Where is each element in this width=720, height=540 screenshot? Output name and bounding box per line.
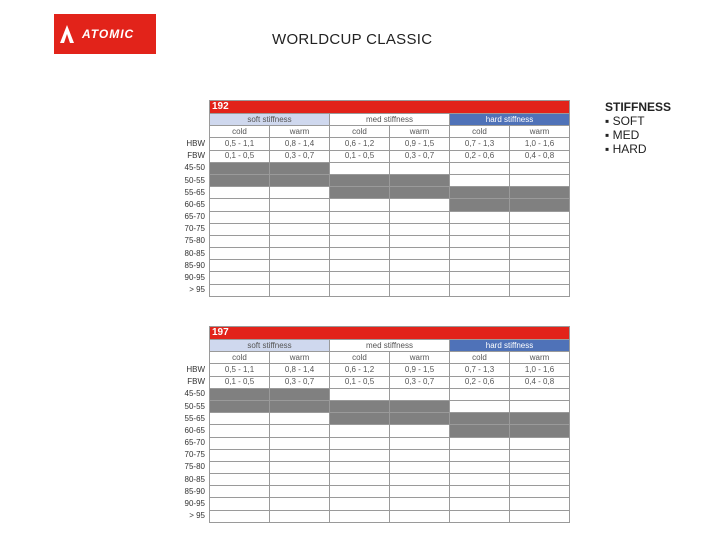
table-cell — [330, 235, 390, 247]
table-cell — [210, 187, 270, 199]
weight-range-label: 90-95 — [184, 273, 205, 283]
table-cell — [210, 510, 270, 522]
table-cell — [510, 498, 570, 510]
flex-table — [160, 100, 570, 297]
row-label: HBW — [186, 138, 205, 148]
table-cell — [270, 474, 330, 486]
table-cell — [390, 199, 450, 211]
recommended-cell — [510, 425, 570, 437]
recommended-cell — [390, 400, 450, 412]
table-cell — [210, 211, 270, 223]
table-cell — [450, 284, 510, 296]
fbw-value: 0,3 - 0,7 — [390, 150, 450, 162]
table-cell — [210, 498, 270, 510]
temp-header: warm — [390, 126, 450, 138]
table-cell — [330, 223, 390, 235]
table-cell — [450, 461, 510, 473]
table-cell — [330, 211, 390, 223]
table-cell — [210, 248, 270, 260]
table-cell — [450, 510, 510, 522]
weight-range-label: 45-50 — [184, 389, 205, 399]
table-cell — [210, 260, 270, 272]
table-cell — [510, 272, 570, 284]
table-cell — [270, 510, 330, 522]
weight-range-label: 70-75 — [184, 450, 205, 460]
table-cell — [510, 510, 570, 522]
ski-length: 192 — [210, 101, 570, 114]
table-cell — [510, 284, 570, 296]
temp-header: warm — [510, 126, 570, 138]
table-cell — [390, 461, 450, 473]
temp-header: warm — [270, 352, 330, 364]
table-cell — [390, 272, 450, 284]
fbw-value: 0,3 - 0,7 — [270, 150, 330, 162]
row-label: FBW — [187, 377, 205, 387]
table-cell — [270, 260, 330, 272]
table-cell — [270, 461, 330, 473]
weight-range-label: 80-85 — [184, 474, 205, 484]
fbw-value: 0,3 - 0,7 — [270, 376, 330, 388]
table-cell — [210, 474, 270, 486]
group-header-soft: soft stiffness — [210, 114, 330, 126]
recommended-cell — [510, 413, 570, 425]
weight-range-label: 90-95 — [184, 499, 205, 509]
recommended-cell — [330, 187, 390, 199]
legend-heading: STIFFNESS — [605, 100, 672, 114]
table-cell — [270, 199, 330, 211]
hbw-value: 1,0 - 1,6 — [510, 364, 570, 376]
table-cell — [450, 235, 510, 247]
group-header-hard: hard stiffness — [450, 114, 570, 126]
weight-range-label: 75-80 — [184, 462, 205, 472]
ski-length: 197 — [210, 327, 570, 340]
hbw-value: 0,6 - 1,2 — [330, 364, 390, 376]
recommended-cell — [330, 413, 390, 425]
temp-header: cold — [210, 352, 270, 364]
hbw-value: 0,6 - 1,2 — [330, 138, 390, 150]
fbw-value: 0,3 - 0,7 — [390, 376, 450, 388]
table-cell — [450, 223, 510, 235]
table-cell — [390, 223, 450, 235]
table-cell — [450, 211, 510, 223]
table-cell — [210, 486, 270, 498]
temp-header: warm — [510, 352, 570, 364]
table-cell — [450, 260, 510, 272]
weight-range-label: 85-90 — [184, 260, 205, 270]
legend-item-hard: ▪ HARD — [605, 142, 647, 156]
table-cell — [510, 437, 570, 449]
weight-range-label: 50-55 — [184, 175, 205, 185]
table-cell — [450, 272, 510, 284]
recommended-cell — [390, 174, 450, 186]
fbw-value: 0,4 - 0,8 — [510, 376, 570, 388]
table-cell — [510, 461, 570, 473]
stiffness-legend — [605, 100, 671, 156]
table-cell — [270, 211, 330, 223]
weight-range-label: > 95 — [189, 285, 205, 295]
table-cell — [330, 486, 390, 498]
table-cell — [270, 272, 330, 284]
hbw-value: 0,8 - 1,4 — [270, 364, 330, 376]
table-cell — [390, 486, 450, 498]
weight-range-label: 55-65 — [184, 187, 205, 197]
temp-header: warm — [390, 352, 450, 364]
fbw-value: 0,1 - 0,5 — [330, 150, 390, 162]
group-header-med: med stiffness — [330, 114, 450, 126]
legend-item-med: ▪ MED — [605, 128, 640, 142]
table-cell — [450, 474, 510, 486]
recommended-cell — [450, 199, 510, 211]
weight-range-label: 45-50 — [184, 163, 205, 173]
atomic-logo — [54, 14, 156, 54]
table-cell — [210, 223, 270, 235]
table-cell — [210, 199, 270, 211]
table-cell — [330, 388, 390, 400]
temp-header: cold — [330, 352, 390, 364]
table-cell — [330, 461, 390, 473]
group-header-med: med stiffness — [330, 340, 450, 352]
hbw-value: 0,8 - 1,4 — [270, 138, 330, 150]
table-cell — [390, 235, 450, 247]
recommended-cell — [510, 187, 570, 199]
weight-range-label: 70-75 — [184, 224, 205, 234]
recommended-cell — [390, 413, 450, 425]
group-header-hard: hard stiffness — [450, 340, 570, 352]
table-cell — [330, 449, 390, 461]
table-cell — [510, 248, 570, 260]
table-cell — [270, 223, 330, 235]
row-label: FBW — [187, 151, 205, 161]
recommended-cell — [330, 400, 390, 412]
table-cell — [210, 413, 270, 425]
temp-header: cold — [210, 126, 270, 138]
group-header-soft: soft stiffness — [210, 340, 330, 352]
table-cell — [390, 260, 450, 272]
hbw-value: 1,0 - 1,6 — [510, 138, 570, 150]
atomic-a-icon — [60, 25, 74, 43]
table-cell — [510, 388, 570, 400]
table-cell — [270, 437, 330, 449]
weight-range-label: 75-80 — [184, 236, 205, 246]
temp-header: cold — [450, 126, 510, 138]
table-cell — [210, 284, 270, 296]
table-cell — [330, 162, 390, 174]
fbw-value: 0,1 - 0,5 — [210, 150, 270, 162]
weight-range-label: 50-55 — [184, 401, 205, 411]
table-cell — [390, 248, 450, 260]
recommended-cell — [210, 388, 270, 400]
weight-range-label: 60-65 — [184, 199, 205, 209]
table-cell — [330, 425, 390, 437]
fbw-value: 0,2 - 0,6 — [450, 376, 510, 388]
recommended-cell — [510, 199, 570, 211]
weight-range-label: 60-65 — [184, 425, 205, 435]
table-cell — [390, 498, 450, 510]
table-cell — [450, 388, 510, 400]
weight-range-label: 85-90 — [184, 486, 205, 496]
hbw-value: 0,7 - 1,3 — [450, 138, 510, 150]
table-cell — [390, 425, 450, 437]
table-cell — [390, 388, 450, 400]
recommended-cell — [390, 187, 450, 199]
table-cell — [390, 474, 450, 486]
temp-header: warm — [270, 126, 330, 138]
table-cell — [330, 284, 390, 296]
weight-range-label: 65-70 — [184, 438, 205, 448]
recommended-cell — [270, 388, 330, 400]
table-cell — [390, 449, 450, 461]
weight-range-label: 55-65 — [184, 413, 205, 423]
table-cell — [210, 235, 270, 247]
fbw-value: 0,1 - 0,5 — [210, 376, 270, 388]
hbw-value: 0,7 - 1,3 — [450, 364, 510, 376]
table-cell — [510, 400, 570, 412]
table-cell — [330, 437, 390, 449]
fbw-value: 0,1 - 0,5 — [330, 376, 390, 388]
table-cell — [510, 174, 570, 186]
table-cell — [510, 223, 570, 235]
table-cell — [390, 510, 450, 522]
table-cell — [390, 211, 450, 223]
table-cell — [270, 413, 330, 425]
table-cell — [210, 437, 270, 449]
table-cell — [450, 449, 510, 461]
flex-table — [160, 326, 570, 523]
fbw-value: 0,2 - 0,6 — [450, 150, 510, 162]
size-section-192 — [160, 100, 580, 297]
page-title: WORLDCUP CLASSIC — [272, 31, 433, 48]
temp-header: cold — [450, 352, 510, 364]
recommended-cell — [450, 413, 510, 425]
table-cell — [450, 400, 510, 412]
table-cell — [330, 248, 390, 260]
table-cell — [330, 272, 390, 284]
table-cell — [270, 486, 330, 498]
table-cell — [330, 510, 390, 522]
hbw-value: 0,5 - 1,1 — [210, 138, 270, 150]
weight-range-label: 80-85 — [184, 248, 205, 258]
recommended-cell — [450, 187, 510, 199]
weight-range-label: 65-70 — [184, 212, 205, 222]
table-cell — [510, 486, 570, 498]
weight-range-label: > 95 — [189, 511, 205, 521]
table-cell — [510, 474, 570, 486]
table-cell — [270, 248, 330, 260]
table-cell — [270, 284, 330, 296]
hbw-value: 0,9 - 1,5 — [390, 138, 450, 150]
table-cell — [510, 449, 570, 461]
table-cell — [450, 174, 510, 186]
fbw-value: 0,4 - 0,8 — [510, 150, 570, 162]
table-cell — [210, 272, 270, 284]
table-cell — [510, 260, 570, 272]
temp-header: cold — [330, 126, 390, 138]
row-label: HBW — [186, 364, 205, 374]
table-cell — [210, 449, 270, 461]
table-cell — [210, 461, 270, 473]
table-cell — [330, 199, 390, 211]
table-cell — [510, 162, 570, 174]
legend-item-soft: ▪ SOFT — [605, 114, 645, 128]
hbw-value: 0,9 - 1,5 — [390, 364, 450, 376]
table-cell — [270, 449, 330, 461]
hbw-value: 0,5 - 1,1 — [210, 364, 270, 376]
table-cell — [330, 474, 390, 486]
table-cell — [510, 211, 570, 223]
recommended-cell — [210, 174, 270, 186]
brand-name: ATOMIC — [82, 27, 135, 41]
table-cell — [270, 187, 330, 199]
table-cell — [210, 425, 270, 437]
table-cell — [510, 235, 570, 247]
table-cell — [450, 248, 510, 260]
recommended-cell — [270, 400, 330, 412]
size-section-197 — [160, 326, 580, 523]
table-cell — [390, 437, 450, 449]
table-cell — [270, 235, 330, 247]
recommended-cell — [450, 425, 510, 437]
table-cell — [330, 498, 390, 510]
table-cell — [450, 486, 510, 498]
table-cell — [390, 284, 450, 296]
recommended-cell — [210, 400, 270, 412]
recommended-cell — [270, 162, 330, 174]
table-cell — [270, 425, 330, 437]
table-cell — [450, 498, 510, 510]
table-cell — [390, 162, 450, 174]
table-cell — [270, 498, 330, 510]
recommended-cell — [270, 174, 330, 186]
table-cell — [450, 162, 510, 174]
recommended-cell — [330, 174, 390, 186]
recommended-cell — [210, 162, 270, 174]
table-cell — [450, 437, 510, 449]
table-cell — [330, 260, 390, 272]
